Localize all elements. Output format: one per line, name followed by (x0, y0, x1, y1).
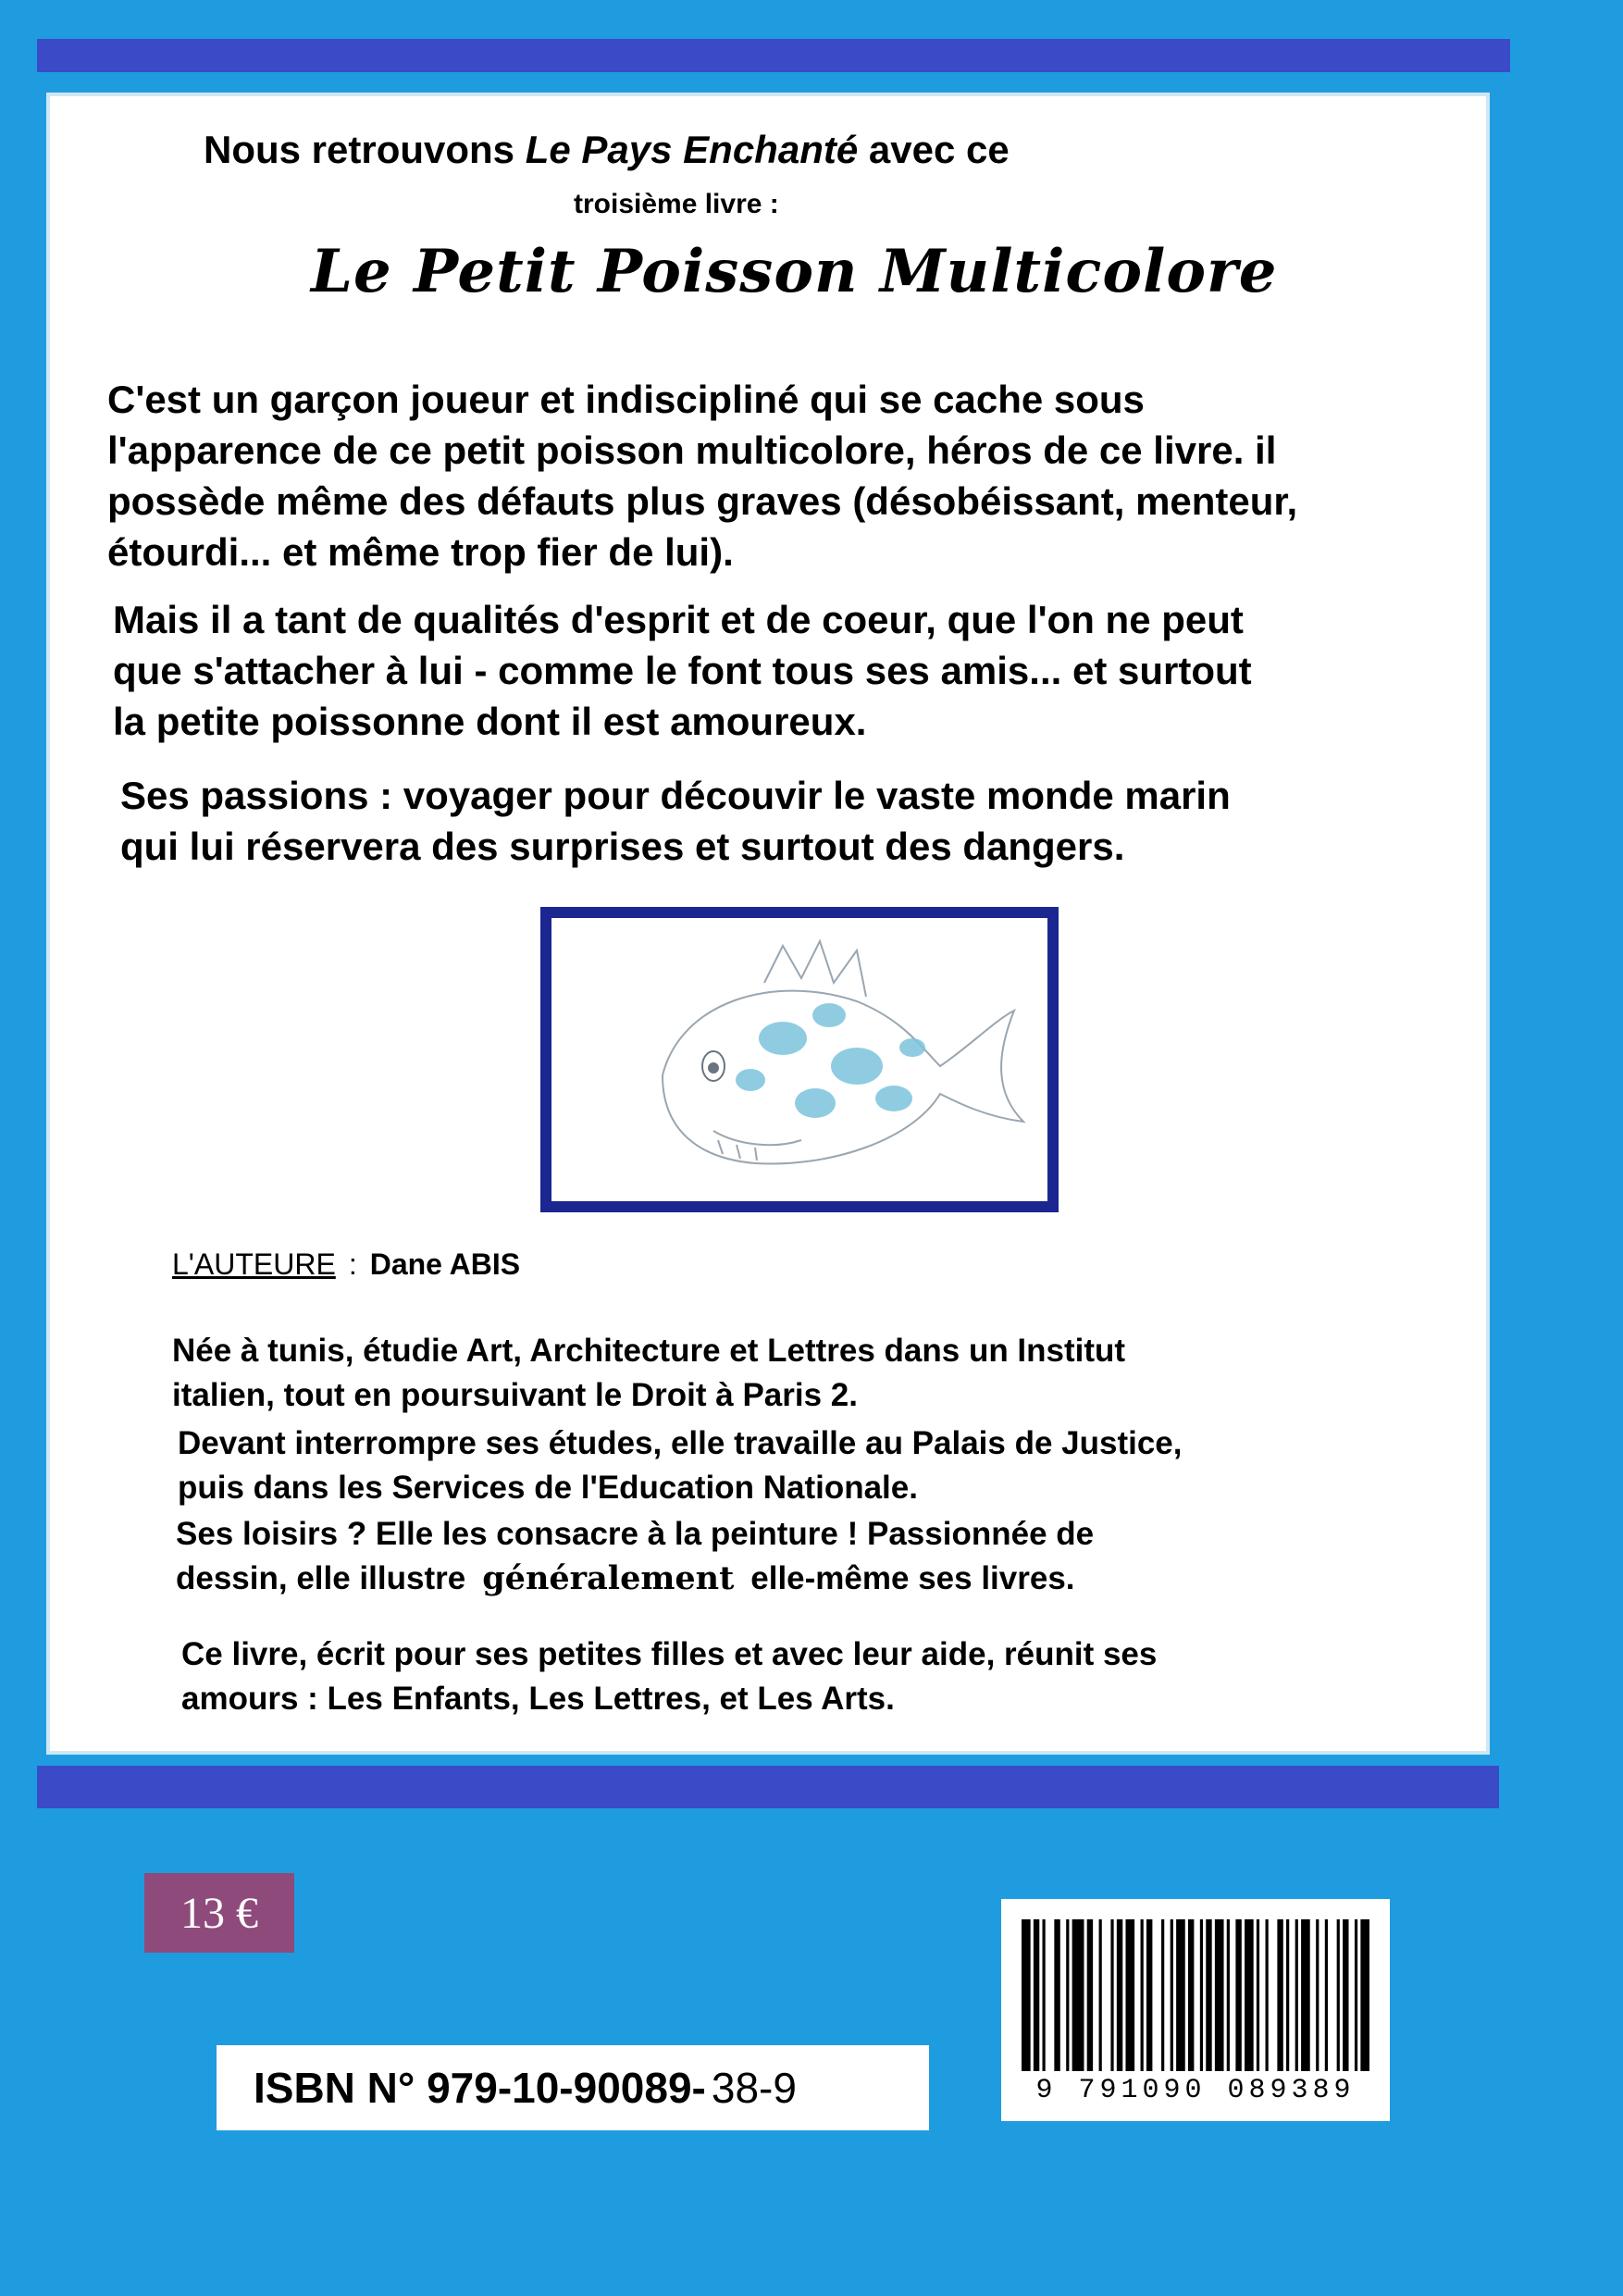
description-paragraph-2: Mais il a tant de qualités d'esprit et de coeur, que l'on ne peut que s'attacher à lui - comme le font tous ses amis... et surtout la petite poissonne dont il est amoureux. (113, 598, 1252, 743)
bio-paragraph-4: Ce livre, écrit pour ses petites filles et avec leur aide, réunit ses amours : Les Enfants, Les Lettres, et Les Arts. (181, 1636, 1158, 1717)
fish-drawing-icon (551, 918, 1047, 1201)
barcode-bar (1072, 1919, 1084, 2071)
book-title: Le Petit Poisson Multicolore (311, 237, 1278, 306)
bio-paragraph-1: Née à tunis, étudie Art, Architecture et Lettres dans un Institut italien, tout en poursuivant le Droit à Paris 2. (172, 1333, 1126, 1413)
author-label: L'AUTEURE (172, 1247, 336, 1281)
barcode-bar (1042, 1919, 1045, 2071)
barcode-bar (1235, 1919, 1241, 2071)
barcode-bar (1066, 1919, 1069, 2071)
barcode-bar (1316, 1919, 1319, 2071)
intro-line-2: troisième livre : (574, 189, 779, 219)
barcode-bar (1087, 1919, 1093, 2071)
barcode-bar (1215, 1919, 1224, 2071)
barcode-bar (1125, 1919, 1134, 2071)
barcode-bar (1301, 1919, 1310, 2071)
barcode-icon (1022, 1919, 1369, 2071)
barcode-bar (1277, 1919, 1282, 2071)
intro-line: Nous retrouvons Le Pays Enchanté avec ce (204, 128, 1010, 171)
description-paragraph-3: Ses passions : voyager pour découvir le vaste monde marin qui lui réservera des surprises et surtout des dangers. (120, 774, 1231, 868)
series-name: Le Pays Enchanté (525, 128, 859, 171)
barcode-bar (1295, 1919, 1298, 2071)
barcode-bar (1146, 1919, 1152, 2071)
barcode-bar (1117, 1919, 1122, 2071)
barcode-bar (1286, 1919, 1289, 2071)
barcode-bar (1171, 1919, 1173, 2071)
barcode-bar (1141, 1919, 1144, 2071)
barcode-bar (1227, 1919, 1230, 2071)
barcode-bar (1206, 1919, 1211, 2071)
barcode-bar (1200, 1919, 1203, 2071)
bio-paragraph-2: Devant interrompre ses études, elle travaille au Palais de Justice, puis dans les Services de l'Education Nationale. (178, 1425, 1183, 1506)
barcode-bar (1266, 1919, 1269, 2071)
barcode-bar (1337, 1919, 1340, 2071)
barcode-bar (1355, 1919, 1357, 2071)
bio-paragraph-3: Ses loisirs ? Elle les consacre à la peinture ! Passionnée de dessin, elle illustre généralement elle-même ses livres. (176, 1516, 1095, 1597)
barcode-digits: 9 791090 089389 (1035, 2075, 1356, 2106)
barcode-bar (1343, 1919, 1348, 2071)
barcode-bar (1034, 1919, 1039, 2071)
isbn-label: ISBN N° 979-10-90089- 38-9 (217, 2045, 929, 2130)
barcode (1001, 1899, 1390, 2121)
price-tag: 13 € (144, 1873, 294, 1953)
top-band (37, 39, 1510, 72)
barcode-bar (1110, 1919, 1113, 2071)
back-cover-panel (46, 93, 1490, 1755)
bottom-band (37, 1766, 1499, 1808)
barcode-bar (1360, 1919, 1369, 2071)
barcode-bar (1176, 1919, 1185, 2071)
barcode-bar (1325, 1919, 1328, 2071)
barcode-bar (1099, 1919, 1102, 2071)
barcode-bar (1188, 1919, 1194, 2071)
barcode-bar (1161, 1919, 1164, 2071)
description-paragraph-1: C'est un garçon joueur et indiscipliné qui se cache sous l'apparence de ce petit poisson multicolore, héros de ce livre. il possède même des défauts plus graves (désobéissant, menteur, étourdi... et même trop fier de lui). (107, 378, 1298, 574)
barcode-bar (1257, 1919, 1259, 2071)
barcode-bar (1245, 1919, 1254, 2071)
author-name: Dane ABIS (369, 1247, 521, 1281)
author-line: L'AUTEURE : Dane ABIS (172, 1247, 521, 1281)
barcode-bar (1054, 1919, 1059, 2071)
fish-illustration (540, 907, 1059, 1212)
barcode-bar (1022, 1919, 1031, 2071)
